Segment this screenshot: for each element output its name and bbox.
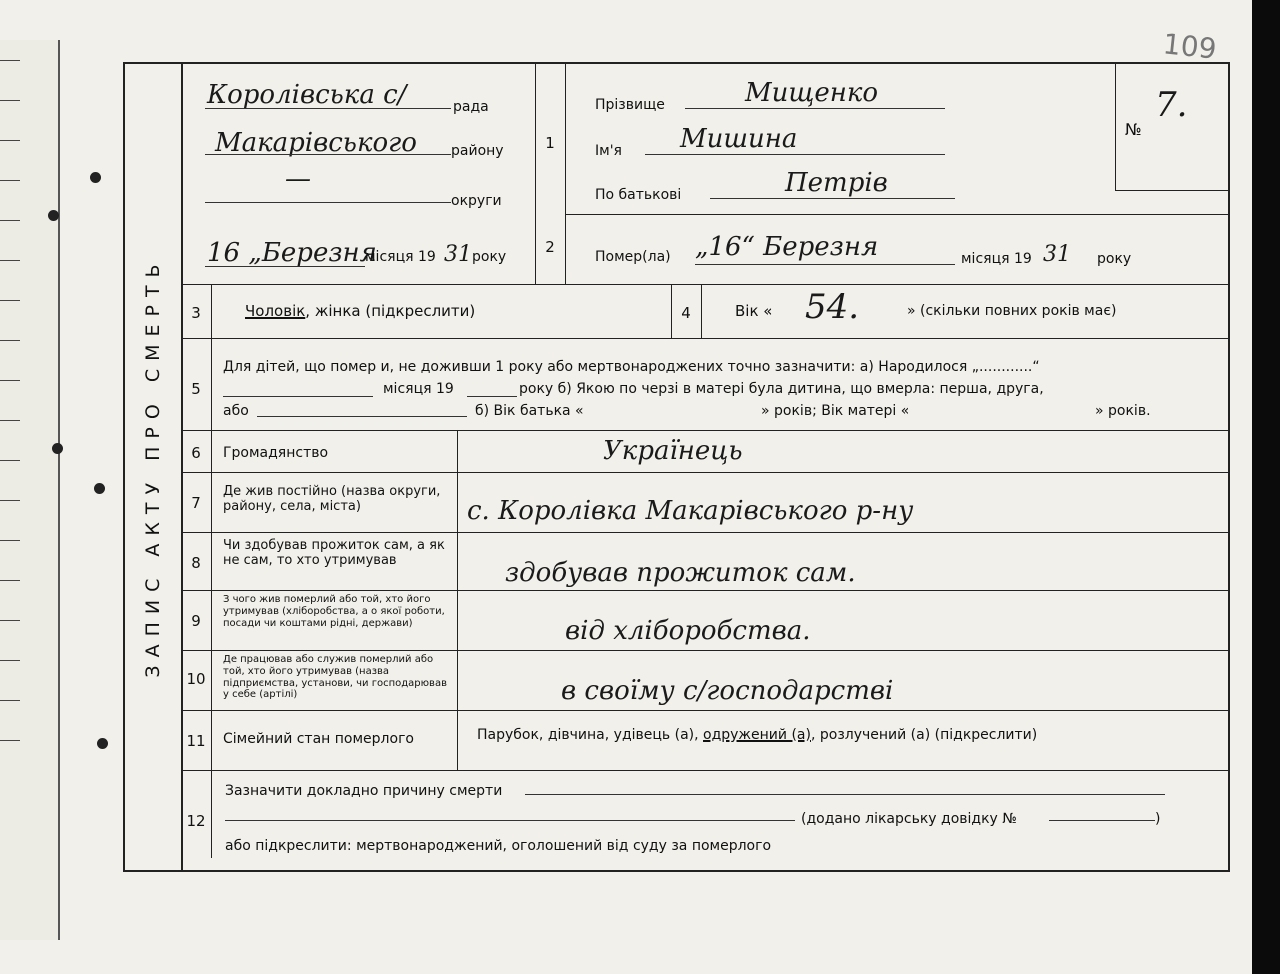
name-label: Ім'я — [595, 143, 622, 159]
sex-rest: , жінка (підкреслити) — [305, 302, 476, 320]
okruha-label: округи — [451, 193, 502, 209]
sex-field — [245, 304, 475, 319]
council-value: Королівська с/ — [207, 80, 407, 110]
row-number: 2 — [545, 238, 555, 256]
child-line-3-or: або — [223, 403, 249, 419]
child-line-2-rest: року б) Якою по черзі в матері була дитина, що вмерла: перша, друга, — [519, 381, 1044, 397]
marital-option-text: Парубок, дівчина, удівець (а), — [477, 727, 704, 743]
death-cause-label: Зазначити докладно причину смерти — [225, 783, 503, 799]
row-number: 10 — [186, 670, 206, 688]
form-title: ЗАПИС АКТУ ПРО СМЕРТЬ — [142, 256, 164, 678]
marital-status-label: Сімейний стан померлого — [223, 731, 414, 747]
row-number: 7 — [191, 494, 201, 512]
age-label: Вік « — [735, 302, 773, 320]
row-number: 4 — [681, 304, 691, 322]
row-number: 3 — [191, 304, 201, 322]
died-label: Помер(ла) — [595, 249, 671, 265]
age-value: 54. — [805, 287, 860, 327]
died-month-label: місяця 19 — [961, 251, 1032, 267]
died-year-value: 31 — [1043, 242, 1071, 267]
row-number: 12 — [186, 812, 206, 830]
previous-page-edge — [0, 40, 60, 940]
binding-hole — [97, 738, 108, 749]
header-year-label: року — [472, 249, 507, 265]
district-label: району — [451, 143, 504, 159]
marital-option-married: одружений (а) — [703, 727, 811, 743]
page-number: 109 — [1160, 27, 1218, 66]
residence-value: с. Королівка Макарівського р-ну — [467, 496, 914, 526]
medical-certificate-end: ) — [1155, 811, 1161, 827]
header-month-label: місяця 19 — [365, 249, 436, 265]
okruha-value: — — [285, 164, 311, 194]
row-number: 5 — [191, 380, 201, 398]
patronymic-label: По батькові — [595, 187, 682, 203]
income-source-label: З чого жив померлий або той, хто його утримував (хліборобства, а о якої роботи, посади чи коштами рідні, держави) — [223, 594, 445, 629]
citizenship-value: Українець — [603, 436, 743, 466]
child-line-1: Для дітей, що помер и, не доживши 1 року або мертвонароджених точно зазначити: а) Народилося „............“ — [223, 359, 1040, 375]
header-year-value: 31 — [444, 242, 472, 267]
header-date-value: 16 „Березня — [207, 238, 377, 268]
workplace-value: в своїму с/господарстві — [561, 676, 894, 706]
livelihood-label: Чи здобував прожиток сам, а як не сам, то хто утримував — [223, 538, 445, 569]
child-mother-age: » років; Вік матері « — [761, 403, 910, 419]
row-number: 9 — [191, 612, 201, 630]
row-number: 8 — [191, 554, 201, 572]
sex-man-underlined: Чоловік — [245, 302, 306, 320]
binding-hole — [48, 210, 59, 221]
child-line-2-month: місяця 19 — [383, 381, 454, 397]
marital-option-text-end: , розлучений (а) (підкреслити) — [810, 727, 1038, 743]
row-number: 1 — [545, 134, 555, 152]
row-number: 6 — [191, 444, 201, 462]
surname-label: Прізвище — [595, 97, 665, 113]
binding-hole — [52, 443, 63, 454]
income-source-value: від хліборобства. — [565, 616, 811, 646]
marital-status-options — [477, 728, 1037, 742]
form-spine — [125, 64, 183, 870]
child-years: » років. — [1095, 403, 1151, 419]
district-value: Макарівського — [215, 128, 417, 158]
council-label: рада — [453, 99, 489, 115]
patronymic-value: Петрів — [785, 168, 888, 198]
row-number: 11 — [186, 732, 206, 750]
died-year-label: року — [1097, 251, 1132, 267]
died-value: „16“ Березня — [695, 232, 879, 262]
workplace-label: Де працював або служив померлий або той, хто його утримував (назва підприємства, установи, чи господарював у себе (артілі) — [223, 654, 447, 701]
record-number-value: 7. — [1155, 85, 1188, 125]
surname-value: Мищенко — [745, 78, 879, 108]
death-record-form — [123, 62, 1230, 872]
name-value: Мишина — [680, 124, 798, 154]
age-suffix: » (скільки повних років має) — [907, 303, 1117, 319]
binding-hole — [94, 483, 105, 494]
record-number-label: № — [1125, 120, 1142, 139]
child-father-age: б) Вік батька « — [475, 403, 584, 419]
medical-certificate-label: (додано лікарську довідку № — [801, 811, 1017, 827]
citizenship-label: Громадянство — [223, 445, 329, 461]
binding-hole — [90, 172, 101, 183]
livelihood-value: здобував прожиток сам. — [505, 558, 856, 588]
stillborn-note: або підкреслити: мертвонароджений, оголошений від суду за померлого — [225, 838, 772, 854]
residence-label: Де жив постійно (назва округи, району, села, міста) — [223, 484, 441, 515]
